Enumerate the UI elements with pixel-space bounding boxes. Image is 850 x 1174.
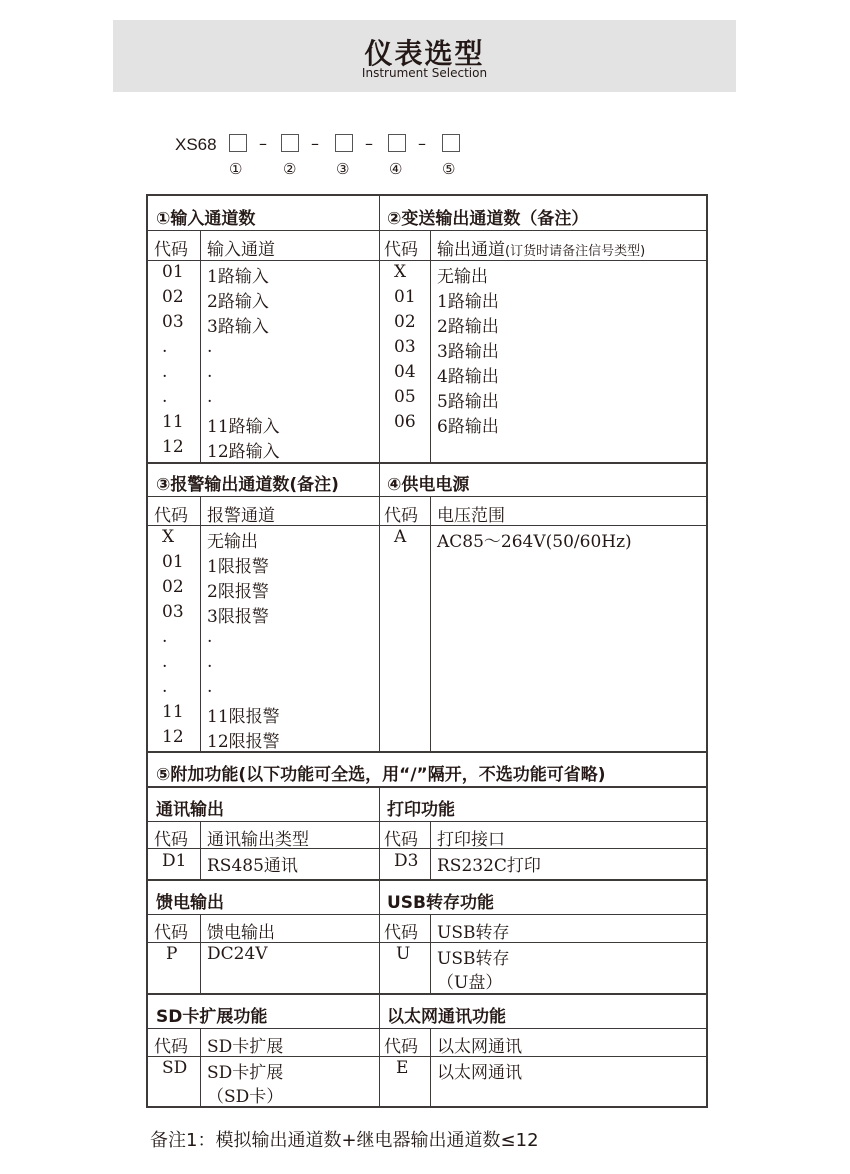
position-label: ② bbox=[283, 160, 297, 178]
row-desc: 2限报警 bbox=[207, 582, 269, 602]
row-desc: 以太网通讯 bbox=[437, 1063, 522, 1083]
row-code: 11 bbox=[162, 702, 184, 722]
row-desc: . bbox=[207, 337, 213, 357]
model-code-template bbox=[175, 132, 495, 158]
col-header-code: 代码 bbox=[154, 923, 188, 943]
row-code: 02 bbox=[162, 287, 184, 307]
position-label: ⑤ bbox=[442, 160, 456, 178]
row-desc: . bbox=[207, 362, 213, 382]
column-divider bbox=[430, 496, 431, 751]
column-divider bbox=[200, 914, 201, 993]
subsection-title-eth: 以太网通讯功能 bbox=[387, 1007, 506, 1027]
column-divider bbox=[430, 821, 431, 879]
model-position-labels bbox=[229, 160, 509, 182]
row-desc: RS485通讯 bbox=[207, 856, 298, 876]
column-divider bbox=[200, 1028, 201, 1106]
col-header-desc: 输入通道 bbox=[207, 240, 275, 260]
row-code: 03 bbox=[394, 337, 416, 357]
section-title-power: ④供电电源 bbox=[387, 475, 470, 495]
row-code: P bbox=[166, 944, 178, 964]
col-header-desc: 电压范围 bbox=[437, 506, 505, 526]
model-slot-3 bbox=[335, 134, 353, 152]
row-code: A bbox=[394, 527, 407, 547]
row-desc: USB转存 bbox=[437, 949, 510, 969]
rule bbox=[148, 879, 706, 881]
row-desc: . bbox=[207, 387, 213, 407]
row-code: U bbox=[396, 944, 411, 964]
col-header-desc: 以太网通讯 bbox=[437, 1037, 522, 1057]
row-desc: 4路输出 bbox=[437, 367, 499, 387]
rule bbox=[148, 496, 706, 497]
row-desc: 无输出 bbox=[437, 267, 488, 287]
row-desc: 11路输入 bbox=[207, 417, 280, 437]
rule bbox=[148, 914, 706, 915]
section-title-transmit: ②变送输出通道数（备注） bbox=[387, 209, 589, 229]
row-desc: 6路输出 bbox=[437, 417, 499, 437]
subsection-title-sd: SD卡扩展功能 bbox=[156, 1007, 268, 1027]
row-code: . bbox=[162, 337, 168, 357]
row-code: X bbox=[394, 262, 407, 282]
row-desc: 2路输出 bbox=[437, 317, 499, 337]
row-code: 01 bbox=[162, 552, 184, 572]
row-code: . bbox=[162, 627, 168, 647]
row-desc: 5路输出 bbox=[437, 392, 499, 412]
row-desc: . bbox=[207, 677, 213, 697]
section-title-extra: ⑤附加功能(以下功能可全选，用“/”隔开，不选功能可省略) bbox=[156, 765, 606, 785]
model-slot-2 bbox=[281, 134, 299, 152]
position-label: ③ bbox=[336, 160, 350, 178]
row-code: 03 bbox=[162, 312, 184, 332]
row-code: 05 bbox=[394, 387, 416, 407]
row-code: 12 bbox=[162, 727, 184, 747]
model-slot-4 bbox=[388, 134, 406, 152]
col-header-desc bbox=[437, 235, 645, 260]
position-label: ① bbox=[229, 160, 243, 178]
row-desc: SD卡扩展 bbox=[207, 1063, 284, 1083]
model-prefix: XS68 bbox=[175, 135, 217, 154]
col-header-desc-text: 输出通道 bbox=[437, 240, 505, 260]
row-desc: RS232C打印 bbox=[437, 856, 541, 876]
row-code: E bbox=[396, 1058, 409, 1078]
col-header-desc: 报警通道 bbox=[207, 506, 275, 526]
row-code: 06 bbox=[394, 412, 416, 432]
row-code: . bbox=[162, 652, 168, 672]
col-header-code: 代码 bbox=[384, 830, 418, 850]
row-desc: . bbox=[207, 627, 213, 647]
row-code: X bbox=[162, 527, 175, 547]
row-code: 02 bbox=[162, 577, 184, 597]
col-header-code: 代码 bbox=[384, 240, 418, 260]
row-code: SD bbox=[162, 1058, 188, 1078]
page-title: 仪表选型 bbox=[364, 37, 485, 70]
column-divider bbox=[430, 230, 431, 462]
row-desc: 无输出 bbox=[207, 532, 258, 552]
row-code: 03 bbox=[162, 602, 184, 622]
column-divider bbox=[200, 496, 201, 751]
rule bbox=[148, 786, 706, 788]
row-code: . bbox=[162, 362, 168, 382]
row-desc: 3限报警 bbox=[207, 607, 269, 627]
row-code: 02 bbox=[394, 312, 416, 332]
row-desc: DC24V bbox=[207, 944, 268, 964]
column-divider bbox=[200, 821, 201, 879]
row-desc: 2路输入 bbox=[207, 292, 269, 312]
subsection-title-feed: 馈电输出 bbox=[156, 893, 224, 913]
row-desc: 11限报警 bbox=[207, 707, 280, 727]
rule bbox=[148, 993, 706, 995]
row-code: D3 bbox=[394, 851, 419, 871]
col-header-code: 代码 bbox=[154, 1037, 188, 1057]
rule bbox=[148, 1028, 706, 1029]
rule bbox=[148, 230, 706, 231]
col-header-desc-note: (订货时请备注信号类型) bbox=[505, 244, 646, 259]
rule bbox=[148, 821, 706, 822]
subsection-title-print: 打印功能 bbox=[387, 800, 455, 820]
section-title-input: ①输入通道数 bbox=[156, 209, 256, 229]
col-header-desc: 馈电输出 bbox=[207, 923, 275, 943]
row-code: . bbox=[162, 387, 168, 407]
column-divider bbox=[430, 914, 431, 993]
row-desc: AC85～264V(50/60Hz) bbox=[437, 532, 632, 552]
row-code: . bbox=[162, 677, 168, 697]
col-header-code: 代码 bbox=[384, 923, 418, 943]
section-title-alarm: ③报警输出通道数(备注) bbox=[156, 475, 339, 495]
model-slot-5 bbox=[442, 134, 460, 152]
row-code: D1 bbox=[162, 851, 187, 871]
row-desc: 12路输入 bbox=[207, 442, 280, 462]
row-code: 04 bbox=[394, 362, 416, 382]
model-dash: – bbox=[259, 134, 267, 153]
page-header bbox=[113, 20, 736, 92]
page-subtitle: Instrument Selection bbox=[361, 66, 488, 80]
col-header-desc: 通讯输出类型 bbox=[207, 830, 309, 850]
col-header-desc: 打印接口 bbox=[437, 830, 505, 850]
column-divider bbox=[200, 230, 201, 462]
column-divider bbox=[379, 786, 380, 1106]
row-code: 01 bbox=[394, 287, 416, 307]
subsection-title-usb: USB转存功能 bbox=[387, 893, 495, 913]
row-desc-extra: （U盘） bbox=[437, 973, 503, 993]
selection-table bbox=[146, 194, 708, 1108]
col-header-code: 代码 bbox=[154, 506, 188, 526]
position-label: ④ bbox=[389, 160, 403, 178]
model-dash: – bbox=[365, 134, 373, 153]
col-header-desc: USB转存 bbox=[437, 923, 510, 943]
col-header-code: 代码 bbox=[154, 830, 188, 850]
col-header-code: 代码 bbox=[384, 506, 418, 526]
rule bbox=[148, 462, 706, 464]
row-desc-extra: （SD卡） bbox=[207, 1087, 284, 1107]
col-header-code: 代码 bbox=[154, 240, 188, 260]
row-desc: 3路输出 bbox=[437, 342, 499, 362]
column-divider bbox=[379, 196, 380, 751]
model-slot-1 bbox=[229, 134, 247, 152]
row-code: 11 bbox=[162, 412, 184, 432]
row-code: 12 bbox=[162, 437, 184, 457]
model-dash: – bbox=[311, 134, 319, 153]
column-divider bbox=[430, 1028, 431, 1106]
subsection-title-comm: 通讯输出 bbox=[156, 800, 224, 820]
footnote: 备注1：模拟输出通道数+继电器输出通道数≤12 bbox=[150, 1130, 539, 1151]
row-desc: . bbox=[207, 652, 213, 672]
model-dash: – bbox=[418, 134, 426, 153]
row-desc: 1限报警 bbox=[207, 557, 269, 577]
row-desc: 1路输入 bbox=[207, 267, 269, 287]
row-desc: 12限报警 bbox=[207, 732, 280, 752]
row-desc: 1路输出 bbox=[437, 292, 499, 312]
col-header-desc: SD卡扩展 bbox=[207, 1037, 284, 1057]
row-code: 01 bbox=[162, 262, 184, 282]
col-header-code: 代码 bbox=[384, 1037, 418, 1057]
rule bbox=[148, 260, 706, 261]
row-desc: 3路输入 bbox=[207, 317, 269, 337]
